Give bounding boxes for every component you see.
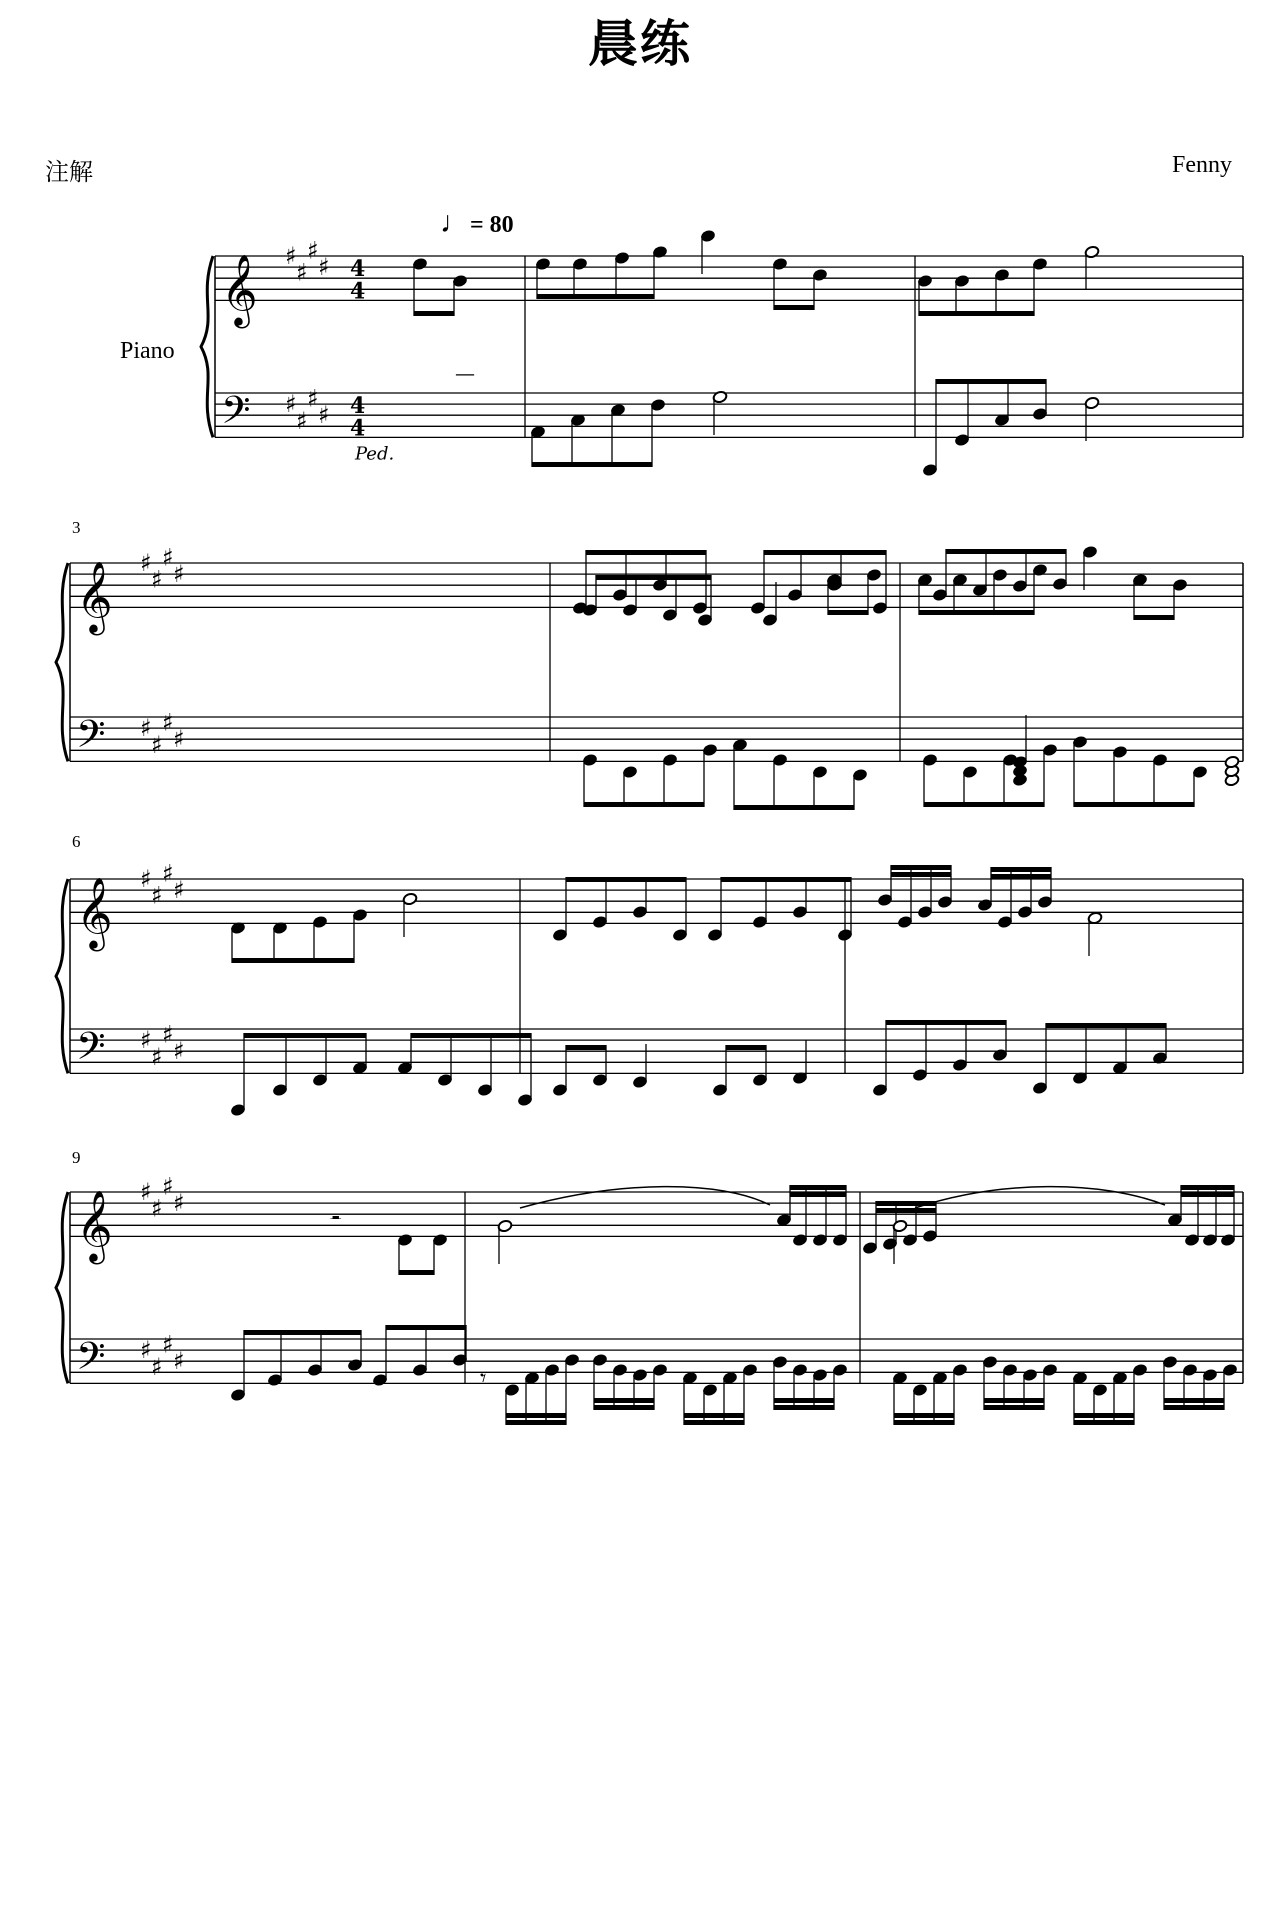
- time-signature-bottom: 4: [350, 278, 366, 305]
- beam: [984, 1398, 1044, 1403]
- measure-number-3: 3: [72, 518, 81, 537]
- time-signature-top: 4: [350, 256, 366, 283]
- sharp-icon: ♯: [162, 1172, 174, 1201]
- beam: [1074, 1413, 1134, 1418]
- sharp-icon: ♯: [162, 859, 174, 888]
- beam: [1134, 615, 1174, 620]
- sharp-icon: ♯: [173, 1189, 185, 1218]
- beam: [984, 1405, 1044, 1410]
- beam: [414, 311, 454, 316]
- beam: [891, 872, 951, 877]
- sharp-icon: ♯: [173, 560, 185, 589]
- beam: [566, 877, 686, 882]
- sharp-icon: ♯: [296, 258, 308, 287]
- beam: [506, 1413, 566, 1418]
- beam: [232, 958, 354, 963]
- eighth-rest-icon: 𝄾: [480, 1364, 487, 1392]
- sharp-icon: ♯: [140, 1026, 152, 1055]
- tempo-value: = 80: [470, 212, 514, 238]
- brace: [56, 563, 68, 761]
- brace: [201, 256, 213, 437]
- sharp-icon: ♯: [162, 543, 174, 572]
- beam: [919, 610, 1034, 615]
- beam: [596, 575, 711, 580]
- measure-number-9: 9: [72, 1148, 81, 1167]
- beam: [594, 1405, 654, 1410]
- beam: [1181, 1185, 1234, 1190]
- beam: [1046, 1023, 1166, 1028]
- beam: [790, 1185, 846, 1190]
- instrument-label: Piano: [120, 338, 175, 364]
- treble-clef-icon: 𝄞: [76, 1188, 113, 1262]
- beam: [721, 877, 851, 882]
- beam: [924, 802, 1044, 807]
- beam: [790, 1192, 846, 1197]
- beam: [566, 1045, 606, 1050]
- sharp-icon: ♯: [285, 242, 297, 270]
- bass-clef-icon: 𝄢: [76, 1023, 106, 1078]
- sharp-icon: ♯: [140, 714, 152, 743]
- beam: [411, 1033, 531, 1038]
- sharp-icon: ♯: [140, 549, 152, 577]
- treble-clef-icon: 𝄞: [221, 252, 258, 326]
- sharp-icon: ♯: [173, 876, 185, 905]
- sharp-icon: ♯: [285, 390, 297, 419]
- tie: [915, 1187, 1165, 1208]
- sharp-icon: ♯: [296, 406, 308, 435]
- bass-clef-icon: 𝄢: [76, 711, 106, 766]
- beam: [891, 865, 951, 870]
- beam: [946, 549, 1066, 554]
- beam: [684, 1413, 744, 1418]
- beam: [1181, 1192, 1234, 1197]
- beam: [586, 550, 706, 555]
- beam: [764, 550, 886, 555]
- sharp-icon: ♯: [173, 1037, 185, 1066]
- sharp-icon: ♯: [318, 401, 330, 430]
- sharp-icon: ♯: [151, 730, 163, 759]
- beam: [244, 1330, 361, 1335]
- sharp-icon: ♯: [151, 1352, 163, 1381]
- beam: [828, 610, 868, 615]
- beam: [774, 1398, 834, 1403]
- time-signature-bottom: 4: [350, 415, 366, 442]
- bass-clef-icon: 𝄢: [76, 1333, 106, 1388]
- treble-clef-icon: 𝄞: [76, 559, 113, 633]
- bass-clef-icon: 𝄢: [221, 387, 251, 442]
- annotation-label: 注解: [45, 158, 93, 186]
- beam: [876, 1208, 936, 1213]
- sharp-icon: ♯: [162, 1020, 174, 1049]
- sharp-icon: ♯: [140, 865, 152, 893]
- sharp-icon: ♯: [318, 253, 330, 282]
- beam: [1074, 1420, 1134, 1425]
- time-signature-top: 4: [350, 393, 366, 420]
- beam: [991, 874, 1051, 879]
- beam: [936, 379, 1046, 384]
- sharp-icon: ♯: [173, 725, 185, 754]
- brace: [56, 1192, 68, 1383]
- pedal-marking: Ped.: [355, 443, 395, 465]
- sharp-icon: ♯: [162, 708, 174, 737]
- beam: [1164, 1398, 1224, 1403]
- beam: [991, 867, 1051, 872]
- beam: [506, 1420, 566, 1425]
- composer-name: Fenny: [1172, 152, 1232, 178]
- brace: [56, 879, 68, 1073]
- whole-rest-icon: —: [455, 361, 475, 385]
- sharp-icon: ♯: [173, 1347, 185, 1376]
- beam: [399, 1270, 434, 1275]
- beam: [386, 1325, 466, 1330]
- sharp-icon: ♯: [307, 384, 319, 413]
- beam: [774, 1405, 834, 1410]
- beam: [1074, 802, 1194, 807]
- beam: [584, 802, 704, 807]
- measure-number-6: 6: [72, 832, 81, 851]
- beam: [894, 1413, 954, 1418]
- beam: [532, 462, 652, 467]
- beam: [886, 1020, 1006, 1025]
- sharp-icon: ♯: [151, 565, 163, 594]
- sharp-icon: ♯: [140, 1336, 152, 1365]
- sharp-icon: ♯: [151, 1194, 163, 1223]
- beam: [894, 1420, 954, 1425]
- sharp-icon: ♯: [140, 1178, 152, 1206]
- beam: [537, 294, 654, 299]
- sharp-icon: ♯: [162, 1330, 174, 1359]
- sharp-icon: ♯: [151, 1042, 163, 1071]
- beam: [684, 1420, 744, 1425]
- beam: [244, 1033, 366, 1038]
- beam: [594, 1398, 654, 1403]
- quarter-note-icon: ♩: [440, 206, 470, 239]
- score-title: 晨练: [588, 14, 692, 73]
- tie: [520, 1187, 770, 1208]
- half-rest-icon: 𝄼: [330, 1203, 342, 1238]
- beam: [774, 305, 814, 310]
- sharp-icon: ♯: [307, 236, 319, 265]
- treble-clef-icon: 𝄞: [76, 875, 113, 949]
- sharp-icon: ♯: [151, 881, 163, 910]
- beam: [919, 311, 1034, 316]
- beam: [1164, 1405, 1224, 1410]
- beam: [726, 1045, 766, 1050]
- beam: [734, 805, 854, 810]
